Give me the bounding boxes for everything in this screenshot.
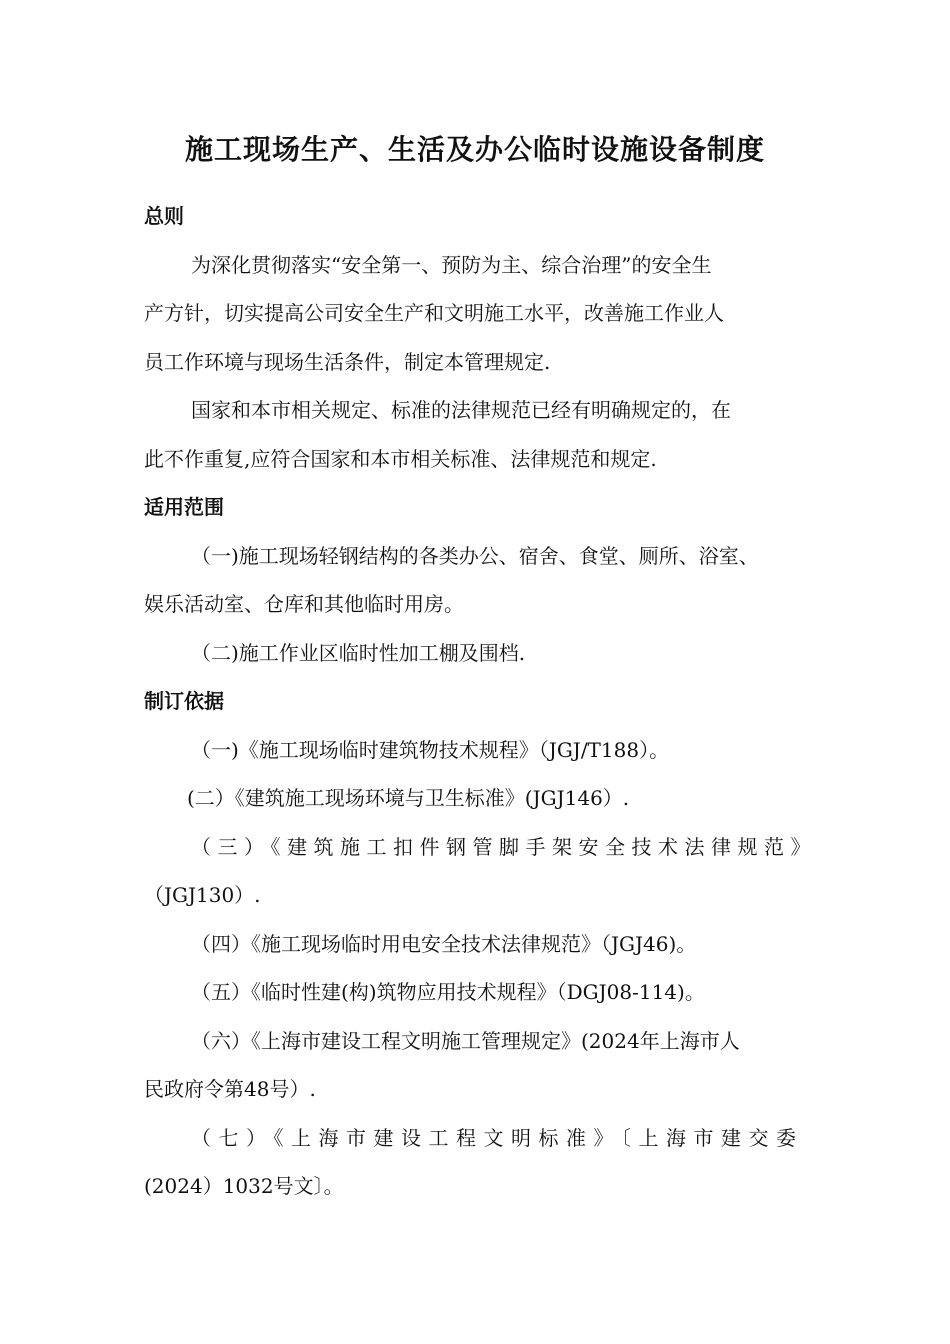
section-heading-scope: 适用范围 [144,495,224,519]
section-heading-basis: 制订依据 [144,689,224,713]
list-item-line: 娱乐活动室、仓库和其他临时用房。 [144,592,464,616]
list-item-line: 民政府令第48号）. [144,1077,316,1101]
paragraph-line: 此不作重复,应符合国家和本市相关标准、法律规范和规定. [144,447,657,471]
paragraph-line: 为深化贯彻落实“安全第一、预防为主、综合治理”的安全生 [191,253,712,277]
list-item-line: （三）《建筑施工扣件钢管脚手架安全技术法律规范》 [191,835,817,859]
list-item-line: （一)施工现场轻钢结构的各类办公、宿舍、食堂、厕所、浴室、 [191,544,759,568]
paragraph-line: 国家和本市相关规定、标准的法律规范已经有明确规定的，在 [191,398,731,422]
document-title: 施工现场生产、生活及办公临时设施设备制度 [184,133,765,166]
list-item: （五）《临时性建(构)筑物应用技术规程》（DGJ08-114)。 [191,980,705,1004]
list-item-line: (2024）1032号文〕。 [144,1174,344,1198]
list-item-line: （七）《上海市建设工程文明标准》〔上海市建交委 [191,1126,804,1150]
list-item-line: （JGJ130）. [144,883,261,907]
list-item: （一)《施工现场临时建筑物技术规程》（JGJ/T188）。 [191,738,670,762]
list-item-line: （六）《上海市建设工程文明施工管理规定》(2024年上海市人 [191,1029,740,1053]
list-item: (二）《建筑施工现场环境与卫生标准》(JGJ146）. [187,786,630,810]
paragraph-line: 产方针，切实提高公司安全生产和文明施工水平，改善施工作业人 [144,301,724,325]
section-heading-general: 总则 [144,204,184,228]
paragraph-line: 员工作环境与现场生活条件，制定本管理规定. [144,350,551,374]
list-item: （四）《施工现场临时用电安全技术法律规范》（JGJ46)。 [191,932,697,956]
list-item-line: （二)施工作业区临时性加工棚及围档. [191,641,526,665]
